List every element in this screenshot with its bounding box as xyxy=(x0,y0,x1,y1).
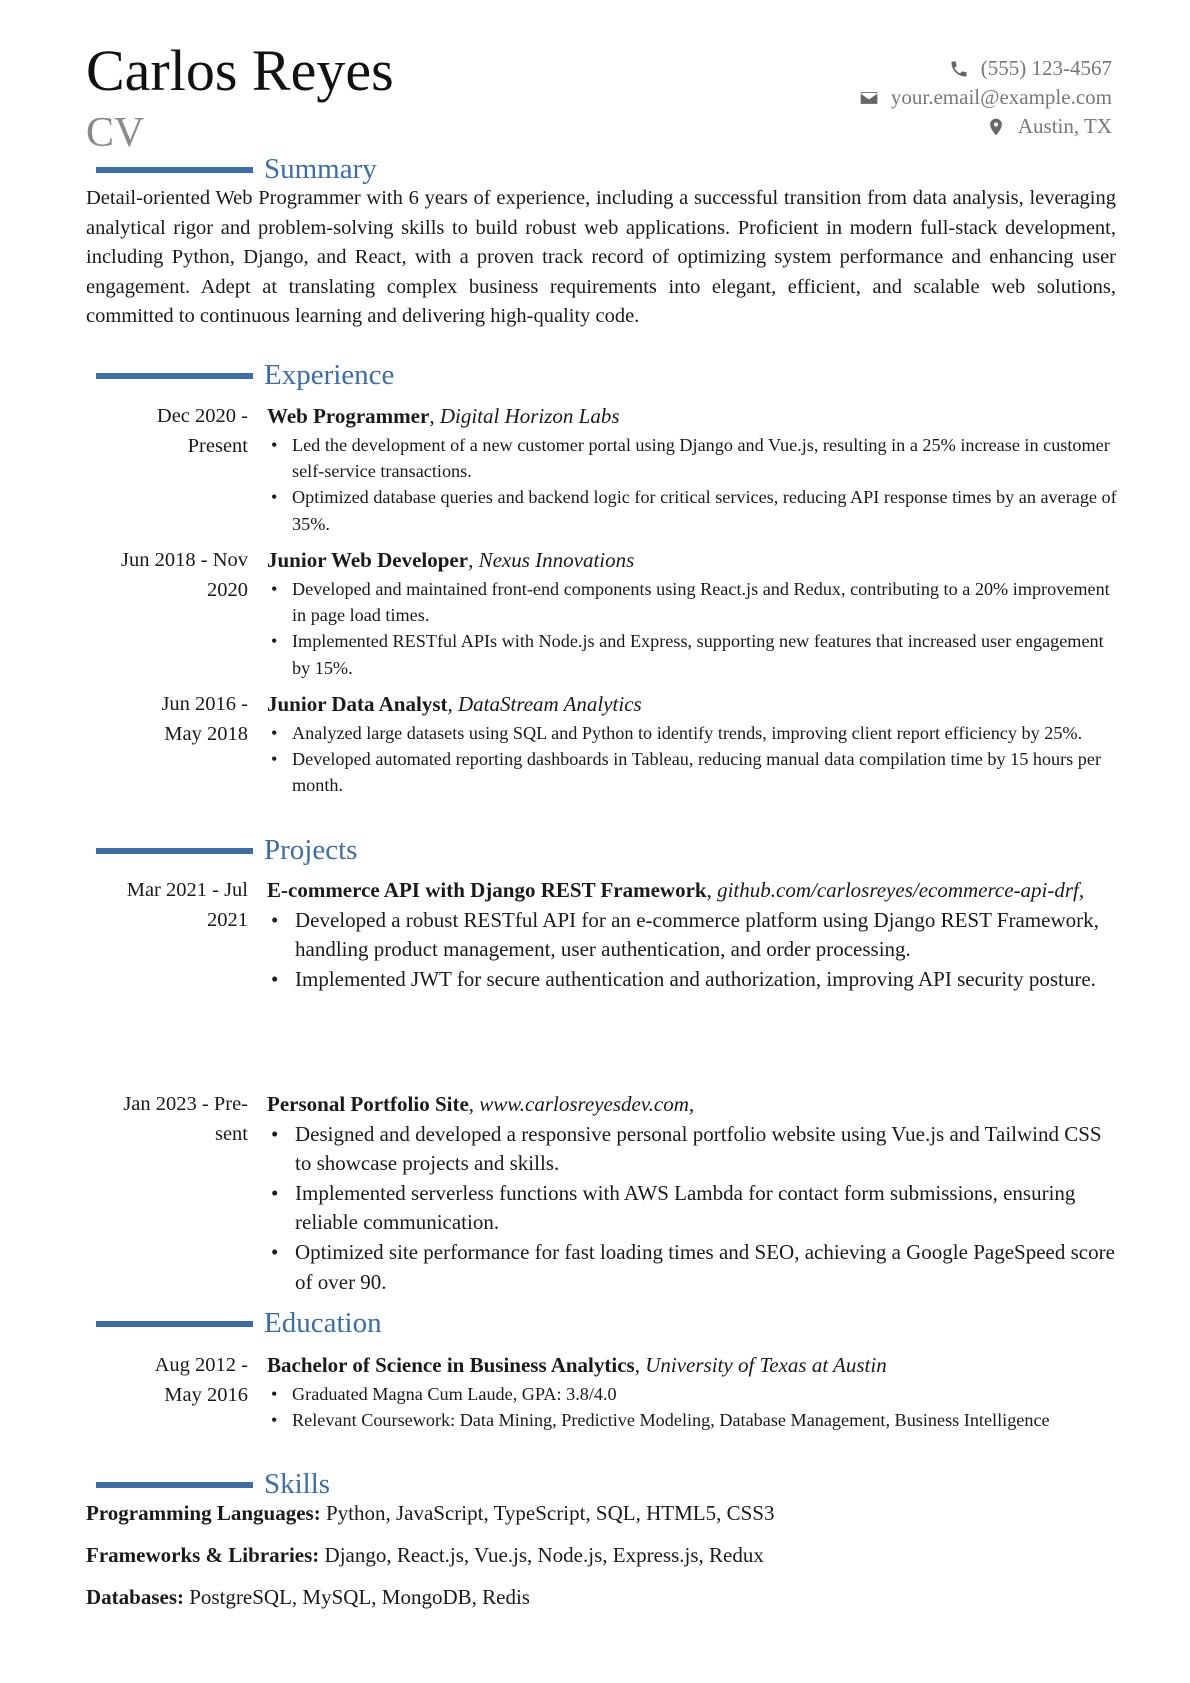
entry-title: Web Programmer, Digital Horizon Labs xyxy=(267,404,620,428)
entry-date xyxy=(86,1090,248,1149)
date-line: Jun 2016 - xyxy=(161,693,248,715)
date-line: Dec 2020 - xyxy=(156,405,248,427)
section-education-heading xyxy=(96,1309,382,1338)
entry-title: Bachelor of Science in Business Analytics, University of Texas at Austin xyxy=(267,1353,887,1377)
date-line: Jun 2018 - Nov xyxy=(121,549,248,571)
email-link[interactable]: your.email@example.com xyxy=(890,85,1112,109)
entry-date xyxy=(86,402,248,461)
bullet-item: • Developed automated reporting dashboards in Tableau, reducing manual data compilation time by 15 hours per month. xyxy=(267,746,1117,799)
document-subtitle: CV xyxy=(86,110,145,156)
entry-date xyxy=(86,546,248,605)
contact-phone xyxy=(859,54,1112,83)
entry-title: Junior Data Analyst, DataStream Analytics xyxy=(267,692,642,716)
bullet-item: • Led the development of a new customer portal using Django and Vue.js, resulting in a 25% increase in customer self-service transactions. xyxy=(267,432,1117,485)
section-title: Education xyxy=(264,1307,382,1339)
date-line: Jan 2023 - Pre- xyxy=(123,1093,248,1115)
section-title: Projects xyxy=(264,834,358,866)
contact-block xyxy=(859,54,1112,141)
section-accent-bar xyxy=(96,1321,253,1327)
skills-list xyxy=(86,1498,1116,1624)
bullet-list xyxy=(267,1381,1117,1434)
date-line: Aug 2012 - xyxy=(154,1354,248,1376)
person-name: Carlos Reyes xyxy=(86,38,394,103)
project-title: E-commerce API with Django REST Framework xyxy=(267,878,707,902)
bullet-item: • Relevant Coursework: Data Mining, Predictive Modeling, Database Management, Business Intelligence xyxy=(267,1407,1117,1433)
section-title: Experience xyxy=(264,359,395,391)
organization: Digital Horizon Labs xyxy=(439,404,620,428)
entry-date xyxy=(86,690,248,749)
job-title: Web Programmer xyxy=(267,404,430,428)
institution: University of Texas at Austin xyxy=(645,1353,887,1377)
project-title: Personal Portfolio Site xyxy=(267,1092,469,1116)
skill-label: Frameworks & Libraries: xyxy=(86,1543,320,1567)
bullet-item: • Optimized site performance for fast loading times and SEO, achieving a Google PageSpeed score of over 90. xyxy=(267,1238,1117,1297)
date-line: sent xyxy=(214,1122,248,1145)
job-title: Junior Data Analyst xyxy=(267,692,448,716)
section-summary-heading xyxy=(96,155,377,184)
bullet-list xyxy=(267,432,1117,538)
entry-date xyxy=(86,876,248,935)
location-text: Austin, TX xyxy=(1017,114,1112,138)
organization: DataStream Analytics xyxy=(457,692,642,716)
bullet-list xyxy=(267,576,1117,682)
bullet-list xyxy=(267,720,1117,799)
entry-content xyxy=(267,402,1117,537)
skill-row xyxy=(86,1498,1116,1540)
job-title: Junior Web Developer xyxy=(267,548,469,572)
date-line: Present xyxy=(187,434,248,457)
entry-title: E-commerce API with Django REST Framework, github.com/carlosreyes/ecommerce-api-drf, xyxy=(267,878,1085,902)
organization: Nexus Innovations xyxy=(478,548,635,572)
bullet-item: • Developed and maintained front-end components using React.js and Redux, contributing to a 20% improvement in page load times. xyxy=(267,576,1117,629)
bullet-list xyxy=(267,906,1117,995)
date-line: 2021 xyxy=(207,908,248,931)
entry-content xyxy=(267,690,1117,799)
entry-content xyxy=(267,1090,1117,1297)
section-accent-bar xyxy=(96,848,253,854)
bullet-item: • Optimized database queries and backend logic for critical services, reducing API response times by an average of 35%. xyxy=(267,484,1117,537)
date-line: 2020 xyxy=(207,578,248,601)
map-pin-icon xyxy=(986,117,1006,137)
skill-row xyxy=(86,1582,1116,1624)
contact-email[interactable] xyxy=(859,83,1112,112)
project-link[interactable]: www.carlosreyesdev.com, xyxy=(479,1092,695,1116)
entry-title: Personal Portfolio Site, www.carlosreyesdev.com, xyxy=(267,1092,695,1116)
skill-value: Django, React.js, Vue.js, Node.js, Express.js, Redux xyxy=(324,1543,764,1567)
section-title: Summary xyxy=(264,153,377,185)
entry-content xyxy=(267,876,1117,994)
entry-title: Junior Web Developer, Nexus Innovations xyxy=(267,548,635,572)
bullet-item: • Developed a robust RESTful API for an e-commerce platform using Django REST Framework, handling product management, user authentication, and order processing. xyxy=(267,906,1117,965)
section-accent-bar xyxy=(96,167,253,173)
contact-location xyxy=(859,112,1112,141)
project-link[interactable]: github.com/carlosreyes/ecommerce-api-drf, xyxy=(717,878,1085,902)
bullet-item: • Designed and developed a responsive personal portfolio website using Vue.js and Tailwind CSS to showcase projects and skills. xyxy=(267,1120,1117,1179)
bullet-list xyxy=(267,1120,1117,1298)
skill-value: PostgreSQL, MySQL, MongoDB, Redis xyxy=(189,1585,530,1609)
date-line: May 2016 xyxy=(164,1383,248,1406)
bullet-item: • Implemented JWT for secure authentication and authorization, improving API security posture. xyxy=(267,965,1117,995)
bullet-item: • Graduated Magna Cum Laude, GPA: 3.8/4.0 xyxy=(267,1381,1117,1407)
bullet-item: • Implemented RESTful APIs with Node.js and Express, supporting new features that increased user engagement by 15%. xyxy=(267,628,1117,681)
entry-content xyxy=(267,1351,1117,1433)
phone-text: (555) 123-4567 xyxy=(980,56,1112,80)
degree-title: Bachelor of Science in Business Analytics xyxy=(267,1353,635,1377)
section-accent-bar xyxy=(96,373,253,379)
skill-value: Python, JavaScript, TypeScript, SQL, HTML5, CSS3 xyxy=(325,1501,775,1525)
phone-icon xyxy=(949,59,969,79)
envelope-icon xyxy=(859,88,879,108)
bullet-item: • Implemented serverless functions with AWS Lambda for contact form submissions, ensuring reliable communication. xyxy=(267,1179,1117,1238)
section-projects-heading xyxy=(96,836,357,865)
date-line: May 2018 xyxy=(164,722,248,745)
summary-paragraph: Detail-oriented Web Programmer with 6 years of experience, including a successful transition from data analysis, leveraging analytical rigor and problem-solving skills to build robust web applications. Proficient in modern full-stack development, including Python, Django, and React, with a proven track record of optimizing system performance and enhancing user engagement. Adept at translating complex business requirements into elegant, efficient, and scalable web solutions, committed to continuous learning and delivering high-quality code. xyxy=(86,187,1116,328)
entry-content xyxy=(267,546,1117,681)
skill-label: Databases: xyxy=(86,1585,184,1609)
skill-label: Programming Languages: xyxy=(86,1501,321,1525)
section-experience-heading xyxy=(96,361,394,390)
section-accent-bar xyxy=(96,1482,253,1488)
entry-date xyxy=(86,1351,248,1410)
date-line: Mar 2021 - Jul xyxy=(126,879,248,901)
bullet-item: • Analyzed large datasets using SQL and Python to identify trends, improving client report efficiency by 25%. xyxy=(267,720,1117,746)
section-skills-heading xyxy=(96,1470,330,1499)
skill-row xyxy=(86,1540,1116,1582)
section-title: Skills xyxy=(264,1468,331,1500)
